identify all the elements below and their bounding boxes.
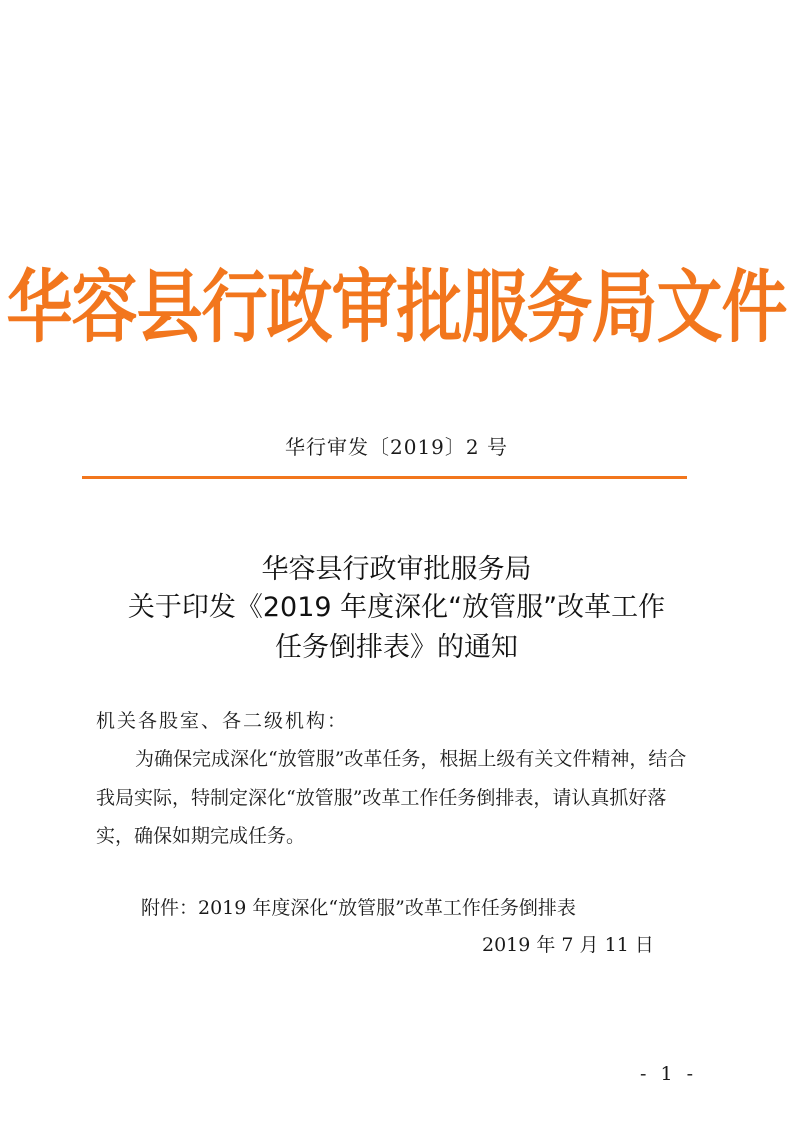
notice-title-line-3: 任务倒排表》的通知: [275, 632, 518, 663]
page-number: - 1 -: [640, 1063, 698, 1085]
attachment-line: 附件：2019 年度深化“放管服”改革工作任务倒排表: [141, 897, 576, 919]
notice-title-line-1: 华容县行政审批服务局: [261, 554, 532, 585]
header-divider: [82, 476, 687, 479]
body-paragraph-line-3: 实，确保如期完成任务。: [96, 825, 306, 847]
issue-date: 2019 年 7 月 11 日: [482, 934, 654, 956]
salutation: 机关各股室、各二级机构：: [96, 710, 349, 732]
issuer-header-title: 华容县行政审批服务局文件: [6, 261, 787, 354]
document-number: 华行审发〔2019〕2 号: [285, 435, 508, 459]
body-paragraph-line-2: 我局实际，特制定深化“放管服”改革工作任务倒排表，请认真抓好落: [96, 787, 667, 809]
notice-title-line-2: 关于印发《2019 年度深化“放管服”改革工作: [127, 592, 666, 623]
body-paragraph-line-1: 为确保完成深化“放管服”改革任务，根据上级有关文件精神，结合: [135, 748, 687, 770]
